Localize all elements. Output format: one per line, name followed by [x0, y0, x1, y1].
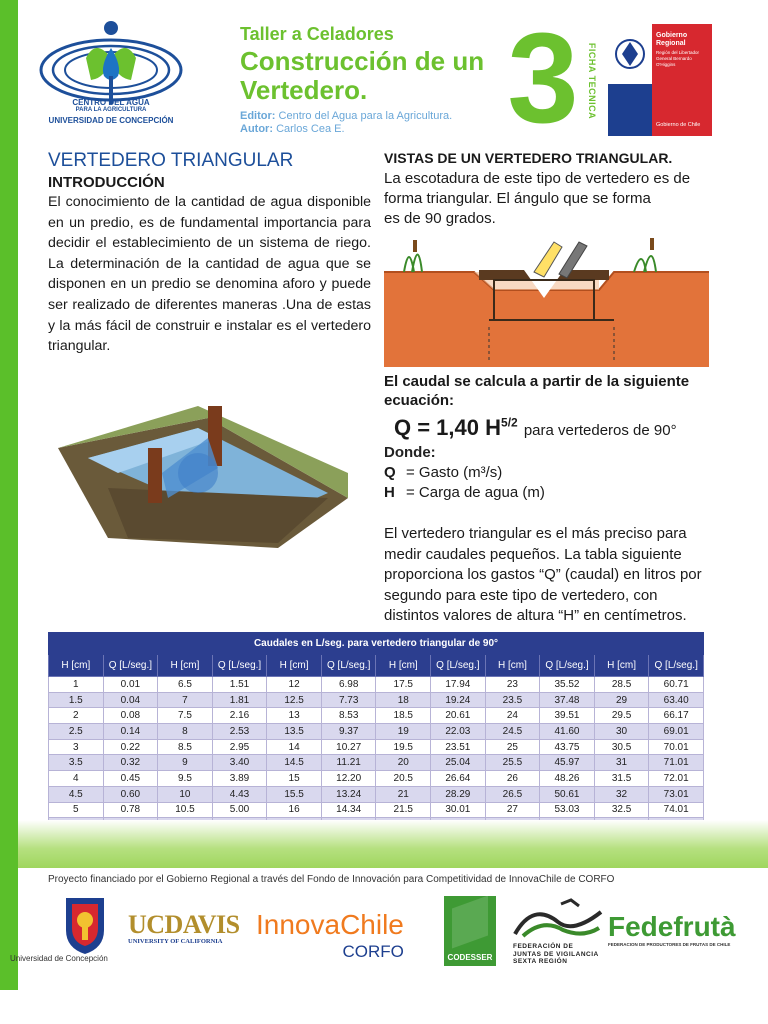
table-cell: 3.89: [212, 771, 267, 787]
table-cell: 19.24: [431, 692, 486, 708]
table-cell: 2.95: [212, 739, 267, 755]
column-header: Q [L/seg.]: [431, 655, 486, 677]
table-cell: 3: [49, 739, 104, 755]
table-cell: 4.5: [49, 786, 104, 802]
table-cell: 32: [594, 786, 649, 802]
sheet-number: 3: [507, 7, 579, 150]
table-cell: 25: [485, 739, 540, 755]
table-cell: 74.01: [649, 802, 704, 818]
udec-crest-icon: [50, 896, 120, 956]
column-header: Q [L/seg.]: [103, 655, 158, 677]
juntas-line-2: JUNTAS DE VIGILANCIA: [513, 950, 599, 958]
table-cell: 24.5: [485, 724, 540, 740]
table-cell: 37.48: [540, 692, 595, 708]
h-def: = Carga de agua (m): [406, 484, 545, 501]
header-text: [240, 24, 500, 136]
page-title: Construcción de un Vertedero.: [240, 46, 485, 105]
table-cell: 50.61: [540, 786, 595, 802]
table-cell: 8.5: [158, 739, 213, 755]
table-cell: 1.51: [212, 677, 267, 693]
juntas-vigilancia-logo: [513, 898, 603, 966]
table-cell: 5: [49, 802, 104, 818]
flow-equation: [394, 415, 677, 441]
table-cell: 26: [485, 771, 540, 787]
org-line-1: CENTRO DEL AGUA: [72, 98, 150, 107]
table-cell: 7.73: [321, 692, 376, 708]
table-cell: 14: [267, 739, 322, 755]
ucdavis-wordmark: UCDAVIS: [128, 910, 240, 939]
table-cell: 0.22: [103, 739, 158, 755]
table-cell: 27: [485, 802, 540, 818]
table-cell: 9: [158, 755, 213, 771]
q-def: = Gasto (m³/s): [406, 464, 503, 481]
left-accent-bar: [0, 0, 18, 990]
column-header: H [cm]: [158, 655, 213, 677]
table-cell: 12.20: [321, 771, 376, 787]
table-cell: 18.5: [376, 708, 431, 724]
table-cell: 10.27: [321, 739, 376, 755]
table-cell: 10: [158, 786, 213, 802]
fedefruta-sub: FEDERACION DE PRODUCTORES DE FRUTAS DE CHILE: [608, 942, 731, 947]
views-paragraph: [384, 169, 709, 229]
q-symbol: Q: [384, 464, 396, 481]
table-cell: 39.51: [540, 708, 595, 724]
table-cell: 12.5: [267, 692, 322, 708]
column-header: H [cm]: [594, 655, 649, 677]
table-header-row: [49, 655, 704, 677]
org-line-2: PARA LA AGRICULTURA: [75, 107, 147, 113]
table-cell: 0.01: [103, 677, 158, 693]
codesser-logo: [444, 896, 496, 966]
table-cell: 8.53: [321, 708, 376, 724]
table-cell: 23.5: [485, 692, 540, 708]
funding-note: Proyecto financiado por el Gobierno Regional a través del Fondo de Innovación para Competitividad de InnovaChile de CORFO: [48, 874, 615, 885]
table-cell: 21: [376, 786, 431, 802]
table-row: [49, 692, 704, 708]
table-cell: 13: [267, 708, 322, 724]
views-line-1: La escotadura de este tipo de vertedero es de: [384, 170, 691, 187]
q-definition: [384, 464, 502, 481]
column-header: H [cm]: [49, 655, 104, 677]
table-caption: Caudales en L/seg. para vertedero triangular de 90°: [49, 633, 704, 655]
intro-paragraph: El conocimiento de la cantidad de agua disponible en un predio, es de fundamental importancia para decidir el establecimiento de un sistema de riego. La determinación de la cantidad de agua que se disponen en un predio se denomina aforo y puede ser realizado de diferentes maneras .Una de estas y la más fácil de construir e instalar es el vertedero triangular.: [48, 194, 371, 355]
table-row: [49, 771, 704, 787]
table-cell: 23.51: [431, 739, 486, 755]
table-cell: 0.14: [103, 724, 158, 740]
table-cell: 1.81: [212, 692, 267, 708]
table-cell: 72.01: [649, 771, 704, 787]
equation-main: Q = 1,40 H: [394, 415, 502, 440]
table-cell: 20.5: [376, 771, 431, 787]
column-header: Q [L/seg.]: [321, 655, 376, 677]
h-definition: [384, 484, 545, 501]
table-cell: 31: [594, 755, 649, 771]
author-line: [240, 123, 500, 136]
equation-exponent: 5/2: [501, 415, 518, 430]
table-cell: 2.16: [212, 708, 267, 724]
column-header: Q [L/seg.]: [540, 655, 595, 677]
views-line-3: es de 90 grados.: [384, 210, 496, 227]
table-cell: 0.78: [103, 802, 158, 818]
table-cell: 30: [594, 724, 649, 740]
table-row: [49, 724, 704, 740]
fedefruta-logo: [608, 912, 736, 947]
table-cell: 0.45: [103, 771, 158, 787]
column-header: H [cm]: [267, 655, 322, 677]
table-cell: 14.5: [267, 755, 322, 771]
table-cell: 11.21: [321, 755, 376, 771]
editor-label: Editor:: [240, 110, 276, 122]
table-cell: 53.03: [540, 802, 595, 818]
table-cell: 28.5: [594, 677, 649, 693]
table-cell: 13.5: [267, 724, 322, 740]
table-cell: 10.5: [158, 802, 213, 818]
table-row: [49, 786, 704, 802]
table-cell: 70.01: [649, 739, 704, 755]
table-cell: 26.64: [431, 771, 486, 787]
table-cell: 29: [594, 692, 649, 708]
table-cell: 17.94: [431, 677, 486, 693]
equation-condition: para vertederos de 90°: [523, 422, 677, 439]
corfo-wordmark: CORFO: [342, 942, 404, 961]
table-row: [49, 739, 704, 755]
fedefruta-wordmark: Fedefrutà: [608, 911, 736, 942]
table-cell: 45.97: [540, 755, 595, 771]
org-line-3: UNIVERSIDAD DE CONCEPCIÓN: [48, 116, 174, 125]
h-symbol: H: [384, 484, 395, 501]
table-cell: 3.5: [49, 755, 104, 771]
gob-chile: Gobierno de Chile: [656, 122, 701, 128]
views-line-2: forma triangular. El ángulo que se forma: [384, 190, 651, 207]
section-title: VERTEDERO TRIANGULAR: [48, 150, 294, 171]
table-cell: 23: [485, 677, 540, 693]
table-cell: 71.01: [649, 755, 704, 771]
table-cell: 7: [158, 692, 213, 708]
table-cell: 12: [267, 677, 322, 693]
gob-name: Gobierno Regional: [656, 32, 688, 47]
precision-paragraph: El vertedero triangular es el más preciso para medir caudales pequeños. La tabla siguiente proporciona los gastos “Q” (caudal) en litros por segundo para este tipo de vertedero, con distintos valores de altura “H” en centímetros.: [384, 525, 702, 624]
table-cell: 20: [376, 755, 431, 771]
column-header: H [cm]: [376, 655, 431, 677]
table-row: [49, 677, 704, 693]
table-cell: 5.00: [212, 802, 267, 818]
table-cell: 43.75: [540, 739, 595, 755]
green-gradient-band: [18, 820, 768, 868]
table-cell: 22.03: [431, 724, 486, 740]
views-heading: VISTAS DE UN VERTEDERO TRIANGULAR.: [384, 150, 673, 166]
table-cell: 25.5: [485, 755, 540, 771]
table-cell: 48.26: [540, 771, 595, 787]
table-cell: 60.71: [649, 677, 704, 693]
juntas-line-3: SEXTA REGIÓN: [513, 958, 568, 965]
donde-label: Donde:: [384, 444, 436, 461]
weir-3d-illustration: [48, 378, 358, 558]
weir-cross-section-diagram: [384, 232, 709, 367]
table-row: [49, 802, 704, 818]
table-row: [49, 755, 704, 771]
table-cell: 25.04: [431, 755, 486, 771]
ucdavis-logo: [128, 912, 240, 945]
table-cell: 0.08: [103, 708, 158, 724]
table-cell: 2.53: [212, 724, 267, 740]
author-label: Autor:: [240, 123, 273, 135]
intro-heading: INTRODUCCIÓN: [48, 174, 165, 191]
table-cell: 16: [267, 802, 322, 818]
table-cell: 15: [267, 771, 322, 787]
udec-label: Universidad de Concepción: [10, 954, 108, 963]
table-cell: 20.61: [431, 708, 486, 724]
column-header: H [cm]: [485, 655, 540, 677]
editor-line: [240, 110, 500, 123]
table-cell: 18: [376, 692, 431, 708]
table-cell: 17.5: [376, 677, 431, 693]
table-cell: 41.60: [540, 724, 595, 740]
table-cell: 28.29: [431, 786, 486, 802]
table-cell: 14.34: [321, 802, 376, 818]
table-cell: 4.43: [212, 786, 267, 802]
table-cell: 6.5: [158, 677, 213, 693]
table-cell: 9.5: [158, 771, 213, 787]
column-header: Q [L/seg.]: [649, 655, 704, 677]
table-cell: 2.5: [49, 724, 104, 740]
table-cell: 63.40: [649, 692, 704, 708]
ficha-tecnica-label: FICHA TECNICA: [587, 42, 597, 120]
table-cell: 35.52: [540, 677, 595, 693]
column-header: Q [L/seg.]: [212, 655, 267, 677]
table-cell: 0.32: [103, 755, 158, 771]
caudal-heading: El caudal se calcula a partir de la siguiente ecuación:: [384, 373, 690, 409]
table-cell: 19: [376, 724, 431, 740]
header-subtitle: Taller a Celadores: [240, 24, 394, 44]
table-cell: 13.24: [321, 786, 376, 802]
table-row: [49, 708, 704, 724]
table-cell: 1.5: [49, 692, 104, 708]
table-cell: 2: [49, 708, 104, 724]
author-value: Carlos Cea E.: [276, 123, 345, 135]
table-cell: 30.5: [594, 739, 649, 755]
table-cell: 0.60: [103, 786, 158, 802]
table-cell: 15.5: [267, 786, 322, 802]
table-cell: 8: [158, 724, 213, 740]
gob-region: Región del Libertador General Bernardo O'Higgins: [656, 50, 700, 67]
table-cell: 30.01: [431, 802, 486, 818]
centro-del-agua-logo: [36, 18, 186, 138]
flow-table: [48, 632, 704, 850]
editor-value: Centro del Agua para la Agricultura.: [278, 110, 453, 122]
table-cell: 66.17: [649, 708, 704, 724]
table-cell: 6.98: [321, 677, 376, 693]
table-cell: 21.5: [376, 802, 431, 818]
table-cell: 3.40: [212, 755, 267, 771]
codesser-label: CODESSER: [447, 953, 493, 962]
table-cell: 7.5: [158, 708, 213, 724]
table-cell: 0.04: [103, 692, 158, 708]
gobierno-regional-logo: [608, 24, 712, 136]
table-cell: 24: [485, 708, 540, 724]
gob-red-panel: [652, 24, 712, 136]
table-cell: 26.5: [485, 786, 540, 802]
juntas-line-1: FEDERACIÓN DE: [513, 943, 574, 950]
ucdavis-sub: UNIVERSITY OF CALIFORNIA: [128, 938, 223, 945]
table-cell: 32.5: [594, 802, 649, 818]
innovachile-wordmark: InnovaChile: [256, 909, 404, 940]
innovachile-logo: [256, 910, 404, 962]
table-cell: 19.5: [376, 739, 431, 755]
table-cell: 9.37: [321, 724, 376, 740]
table-cell: 69.01: [649, 724, 704, 740]
table-cell: 73.01: [649, 786, 704, 802]
table-cell: 29.5: [594, 708, 649, 724]
table-cell: 4: [49, 771, 104, 787]
table-cell: 31.5: [594, 771, 649, 787]
table-cell: 1: [49, 677, 104, 693]
